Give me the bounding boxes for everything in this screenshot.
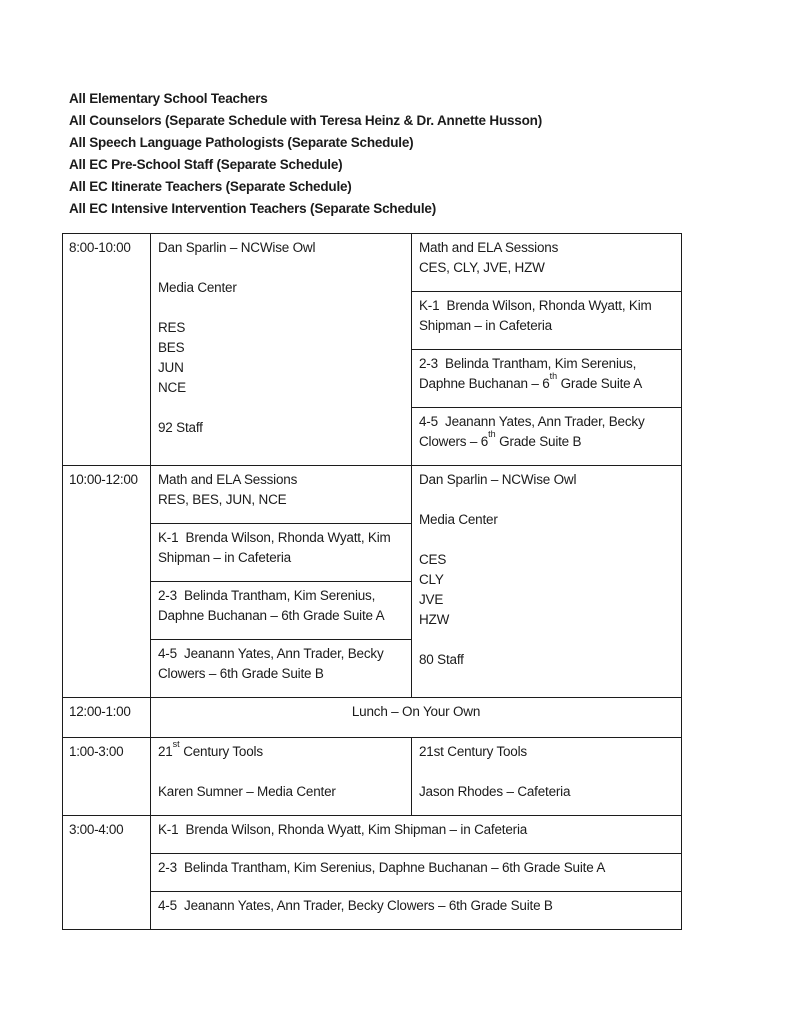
cell-text: Daphne Buchanan – 6 bbox=[419, 376, 550, 391]
blank-line bbox=[419, 490, 674, 510]
header-line: All EC Itinerate Teachers (Separate Schedule) bbox=[69, 179, 352, 194]
superscript: th bbox=[488, 428, 496, 439]
cell-text-line: Dan Sparlin – NCWise Owl bbox=[419, 472, 577, 487]
schedule-table bbox=[62, 233, 682, 930]
blank-line bbox=[158, 298, 404, 318]
cell-text-line: K-1 Brenda Wilson, Rhonda Wyatt, Kim Shipman – in Cafeteria bbox=[158, 822, 528, 837]
blank-line bbox=[158, 398, 404, 418]
cell-text: Clowers – 6 bbox=[419, 434, 489, 449]
cell-text-line: Dan Sparlin – NCWise Owl bbox=[158, 240, 316, 255]
cell-text-line: BES bbox=[158, 340, 185, 355]
session-cell-k1 bbox=[151, 816, 682, 854]
blank-line bbox=[158, 762, 404, 782]
table-row bbox=[63, 466, 682, 524]
session-cell-45 bbox=[151, 640, 412, 698]
cell-text-line: Karen Sumner – Media Center bbox=[158, 784, 336, 799]
cell-text-line: NCE bbox=[158, 380, 186, 395]
cell-text-line: JUN bbox=[158, 360, 184, 375]
cell-text-line: Shipman – in Cafeteria bbox=[158, 550, 291, 565]
cell-text-line: Lunch – On Your Own bbox=[351, 704, 481, 719]
session-cell-k1 bbox=[151, 524, 412, 582]
cell-text-line bbox=[158, 738, 404, 762]
time-label: 10:00-12:00 bbox=[69, 472, 138, 487]
cell-text-line: RES bbox=[158, 320, 186, 335]
header-line: All Counselors (Separate Schedule with Teresa Heinz & Dr. Annette Husson) bbox=[69, 113, 543, 128]
blank-line bbox=[419, 630, 674, 650]
time-cell bbox=[63, 466, 151, 698]
time-label: 3:00-4:00 bbox=[69, 822, 124, 837]
cell-text-line: CES, CLY, JVE, HZW bbox=[419, 260, 545, 275]
cell-text-line bbox=[419, 428, 674, 452]
time-cell bbox=[63, 234, 151, 466]
session-cell-math-ela bbox=[151, 466, 412, 524]
cell-text-line: 2-3 Belinda Trantham, Kim Serenius, Daphne Buchanan – 6th Grade Suite A bbox=[158, 860, 606, 875]
table-row bbox=[63, 234, 682, 292]
time-cell bbox=[63, 738, 151, 816]
cell-text-line: HZW bbox=[419, 612, 450, 627]
cell-text-line: 2-3 Belinda Trantham, Kim Serenius, bbox=[419, 356, 637, 371]
cell-text-line bbox=[419, 370, 674, 394]
cell-text-line: 4-5 Jeanann Yates, Ann Trader, Becky bbox=[158, 646, 384, 661]
cell-text-line: Math and ELA Sessions bbox=[419, 240, 559, 255]
superscript: th bbox=[549, 370, 558, 381]
cell-text: Century Tools bbox=[179, 744, 263, 759]
session-cell-math-ela bbox=[412, 234, 682, 292]
cell-text-line: JVE bbox=[419, 592, 444, 607]
lunch-cell bbox=[151, 698, 682, 738]
table-row bbox=[63, 698, 682, 738]
blank-line bbox=[419, 762, 674, 782]
cell-text-line: Media Center bbox=[419, 512, 498, 527]
cell-text-line: Shipman – in Cafeteria bbox=[419, 318, 552, 333]
cell-text-line: 80 Staff bbox=[419, 652, 464, 667]
session-cell-century-tools-cafeteria bbox=[412, 738, 682, 816]
cell-text-line: Math and ELA Sessions bbox=[158, 472, 298, 487]
cell-text-line: 21st Century Tools bbox=[419, 744, 527, 759]
cell-text-line: Daphne Buchanan – 6th Grade Suite A bbox=[158, 608, 385, 623]
time-cell bbox=[63, 698, 151, 738]
session-cell-k1 bbox=[412, 292, 682, 350]
header-line: All Elementary School Teachers bbox=[69, 91, 268, 106]
session-cell-23 bbox=[151, 582, 412, 640]
session-cell-45 bbox=[412, 408, 682, 466]
cell-text-line: CES bbox=[419, 552, 447, 567]
session-cell-owl-midday bbox=[412, 466, 682, 698]
time-label: 1:00-3:00 bbox=[69, 744, 124, 759]
time-label: 12:00-1:00 bbox=[69, 704, 131, 719]
cell-text-line: 2-3 Belinda Trantham, Kim Serenius, bbox=[158, 588, 376, 603]
superscript: st bbox=[172, 738, 180, 749]
session-cell-45 bbox=[151, 892, 682, 930]
cell-text-line: 4-5 Jeanann Yates, Ann Trader, Becky bbox=[419, 414, 645, 429]
header-line: All EC Intensive Intervention Teachers (Separate Schedule) bbox=[69, 201, 437, 216]
session-cell-century-tools-media bbox=[151, 738, 412, 816]
cell-text-line: 92 Staff bbox=[158, 420, 203, 435]
table-row bbox=[63, 854, 682, 892]
header-list bbox=[69, 88, 542, 220]
cell-text-line: 4-5 Jeanann Yates, Ann Trader, Becky Clowers – 6th Grade Suite B bbox=[158, 898, 553, 913]
session-cell-23 bbox=[151, 854, 682, 892]
header-line: All Speech Language Pathologists (Separate Schedule) bbox=[69, 135, 414, 150]
time-cell bbox=[63, 816, 151, 930]
cell-text-line: K-1 Brenda Wilson, Rhonda Wyatt, Kim bbox=[158, 530, 391, 545]
table-row bbox=[63, 816, 682, 854]
cell-text-line: K-1 Brenda Wilson, Rhonda Wyatt, Kim bbox=[419, 298, 652, 313]
session-cell-owl-morning bbox=[151, 234, 412, 466]
cell-text-line: Jason Rhodes – Cafeteria bbox=[419, 784, 571, 799]
table-row bbox=[63, 738, 682, 816]
table-row bbox=[63, 892, 682, 930]
cell-text-line: Media Center bbox=[158, 280, 237, 295]
header-line: All EC Pre-School Staff (Separate Schedule) bbox=[69, 157, 343, 172]
cell-text-line: RES, BES, JUN, NCE bbox=[158, 492, 287, 507]
cell-text: Grade Suite B bbox=[495, 434, 582, 449]
blank-line bbox=[419, 530, 674, 550]
cell-text: Grade Suite A bbox=[557, 376, 643, 391]
blank-line bbox=[158, 258, 404, 278]
cell-text-line: Clowers – 6th Grade Suite B bbox=[158, 666, 324, 681]
session-cell-23 bbox=[412, 350, 682, 408]
cell-text-line: CLY bbox=[419, 572, 444, 587]
cell-text: 21 bbox=[158, 744, 173, 759]
time-label: 8:00-10:00 bbox=[69, 240, 131, 255]
